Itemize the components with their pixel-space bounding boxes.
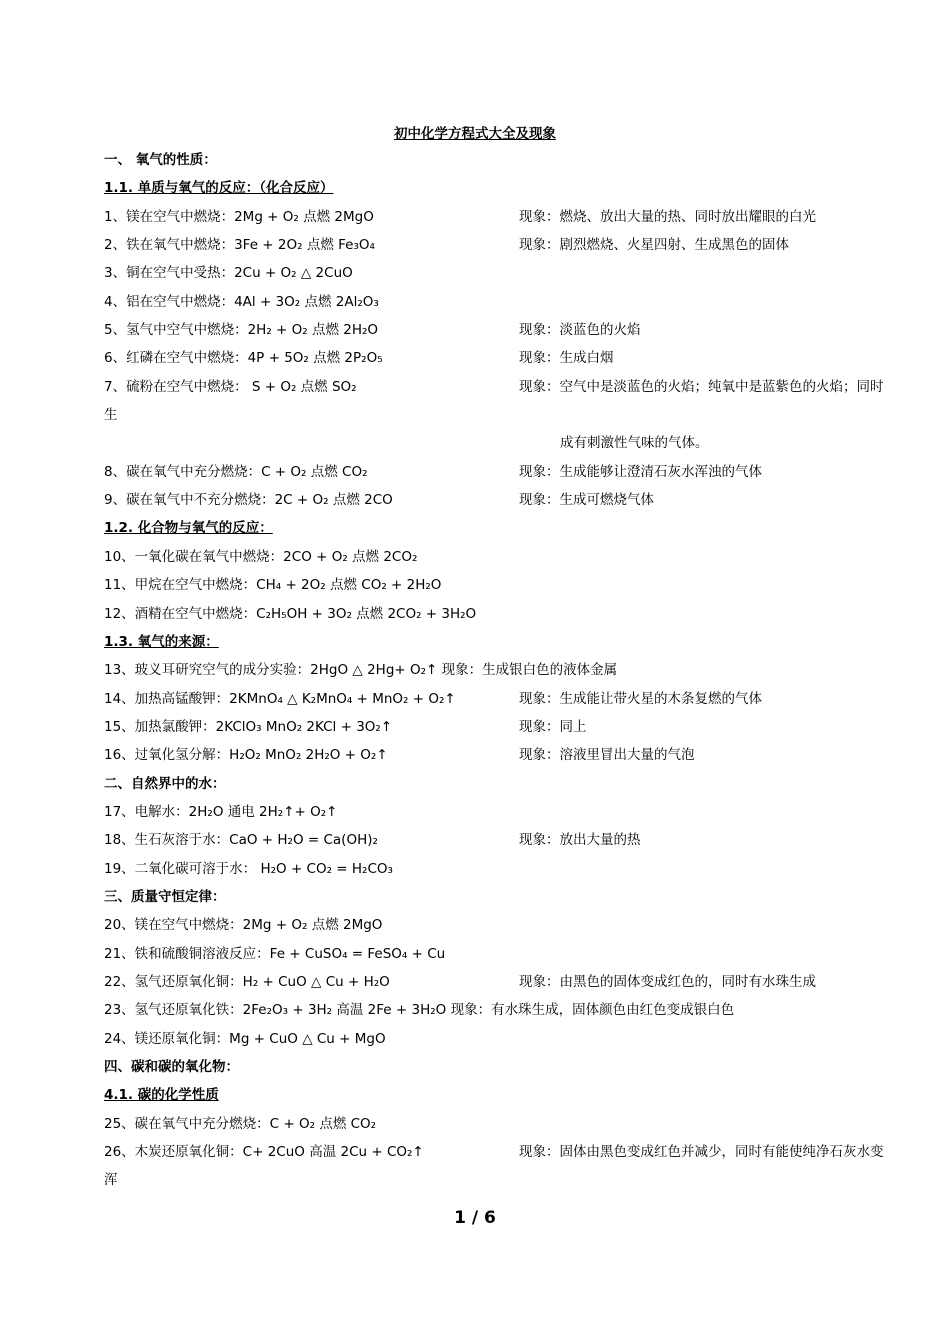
- equation-text: 22、氢气还原氧化铜：H₂ + CuO △ Cu + H₂O: [104, 973, 390, 990]
- equation-text: 21、铁和硫酸铜溶液反应：Fe + CuSO₄ = FeSO₄ + Cu: [104, 945, 446, 962]
- equation-text: 25、碳在氧气中充分燃烧：C + O₂ 点燃 CO₂: [104, 1115, 377, 1132]
- equation-line: [104, 401, 904, 429]
- page-number: 1 / 6: [454, 1208, 496, 1228]
- equation-text: 18、生石灰溶于水：CaO + H₂O = Ca(OH)₂: [104, 832, 378, 849]
- section-heading-text: 1.1. 单质与氧气的反应：（化合反应）: [104, 180, 334, 197]
- equation-line: [104, 798, 904, 826]
- equation-line: [104, 571, 904, 599]
- equation-text: 23、氢气还原氧化铁：2Fe₂O₃ + 3H₂ 高温 2Fe + 3H₂O 现象：有水珠生成，固体颜色由红色变成银白色: [104, 1002, 735, 1019]
- equation-text: 12、酒精在空气中燃烧：C₂H₅OH + 3O₂ 点燃 2CO₂ + 3H₂O: [104, 605, 477, 622]
- section-heading-text: 三、质量守恒定律：: [104, 888, 226, 905]
- equation-text: 20、镁在空气中燃烧：2Mg + O₂ 点燃 2MgO: [104, 917, 383, 934]
- equation-line: [104, 1025, 904, 1053]
- section-heading: [104, 146, 904, 174]
- equation-text: 2、铁在氧气中燃烧：3Fe + 2O₂ 点燃 Fe₃O₄: [104, 237, 375, 254]
- phenomenon-text: 现象：生成白烟: [519, 350, 614, 367]
- phenomenon-text: 现象：由黑色的固体变成红色的，同时有水珠生成: [519, 973, 816, 990]
- equation-text: 1、镁在空气中燃烧：2Mg + O₂ 点燃 2MgO: [104, 208, 374, 225]
- equation-line: [104, 373, 904, 401]
- section-heading: [104, 514, 904, 542]
- section-heading: [104, 770, 904, 798]
- section-heading: [104, 174, 904, 202]
- equation-line: [104, 486, 904, 514]
- section-heading: [104, 883, 904, 911]
- phenomenon-text: 现象：固体由黑色变成红色并减少，同时有能使纯净石灰水变: [519, 1144, 884, 1161]
- equation-line: [104, 543, 904, 571]
- section-heading-text: 4.1. 碳的化学性质: [104, 1087, 219, 1104]
- equation-line: [104, 911, 904, 939]
- phenomenon-text: 现象：放出大量的热: [519, 832, 641, 849]
- section-heading-text: 二、自然界中的水：: [104, 775, 226, 792]
- equation-line: [104, 968, 904, 996]
- phenomenon-text: 现象：溶液里冒出大量的气泡: [519, 747, 695, 764]
- equation-text: 浑: [104, 1172, 118, 1189]
- equation-text: 13、玻义耳研究空气的成分实验：2HgO △ 2Hg+ O₂↑ 现象：生成银白色的液体金属: [104, 662, 618, 679]
- equation-line: [104, 940, 904, 968]
- document-title: 初中化学方程式大全及现象: [394, 126, 556, 142]
- equation-line: [104, 1138, 904, 1166]
- equation-line: [104, 1110, 904, 1138]
- equation-text: 11、甲烷在空气中燃烧：CH₄ + 2O₂ 点燃 CO₂ + 2H₂O: [104, 577, 442, 594]
- phenomenon-continuation: 成有刺激性气味的气体。: [560, 435, 709, 452]
- equation-line: [104, 600, 904, 628]
- equation-line: [104, 231, 904, 259]
- section-heading-text: 1.3. 氧气的来源：: [104, 633, 219, 650]
- section-heading-text: 一、 氧气的性质：: [104, 152, 217, 168]
- equation-line: [104, 458, 904, 486]
- phenomenon-text: 现象：燃烧、放出大量的热、同时放出耀眼的白光: [519, 208, 816, 225]
- equation-line: [104, 685, 904, 713]
- equation-line: [104, 713, 904, 741]
- equation-text: 17、电解水：2H₂O 通电 2H₂↑+ O₂↑: [104, 803, 338, 820]
- equation-line: [104, 316, 904, 344]
- equation-line: [104, 288, 904, 316]
- section-heading-text: 1.2. 化合物与氧气的反应：: [104, 520, 273, 537]
- equation-line: [104, 1166, 904, 1194]
- equation-line: [104, 344, 904, 372]
- equation-text: 24、镁还原氧化铜：Mg + CuO △ Cu + MgO: [104, 1030, 386, 1047]
- equation-text: 6、红磷在空气中燃烧：4P + 5O₂ 点燃 2P₂O₅: [104, 350, 383, 367]
- document-body: [104, 146, 904, 1195]
- equation-text: 26、木炭还原氧化铜：C+ 2CuO 高温 2Cu + CO₂↑: [104, 1144, 424, 1161]
- equation-line: [104, 826, 904, 854]
- equation-line: [104, 656, 904, 684]
- section-heading-text: 四、碳和碳的氧化物：: [104, 1059, 239, 1075]
- phenomenon-text: 现象：剧烈燃烧、火星四射、生成黑色的固体: [519, 237, 789, 254]
- equation-text: 9、碳在氧气中不充分燃烧：2C + O₂ 点燃 2CO: [104, 492, 393, 509]
- section-heading: [104, 1081, 904, 1109]
- equation-text: 5、氢气中空气中燃烧：2H₂ + O₂ 点燃 2H₂O: [104, 322, 379, 339]
- phenomenon-text: 现象：淡蓝色的火焰: [519, 322, 641, 339]
- equation-line: [104, 855, 904, 883]
- equation-text: 19、二氧化碳可溶于水： H₂O + CO₂ = H₂CO₃: [104, 860, 393, 877]
- phenomenon-text: 现象：生成能够让澄清石灰水浑浊的气体: [519, 463, 762, 480]
- equation-text: 14、加热高锰酸钾：2KMnO₄ △ K₂MnO₄ + MnO₂ + O₂↑: [104, 690, 456, 707]
- equation-text: 7、硫粉在空气中燃烧： S + O₂ 点燃 SO₂: [104, 378, 357, 395]
- phenomenon-text: 现象：生成能让带火星的木条复燃的气体: [519, 690, 762, 707]
- equation-text: 10、一氧化碳在氧气中燃烧：2CO + O₂ 点燃 2CO₂: [104, 548, 418, 565]
- section-heading: [104, 628, 904, 656]
- equation-line: [104, 259, 904, 287]
- equation-text: 3、铜在空气中受热：2Cu + O₂ △ 2CuO: [104, 265, 353, 282]
- phenomenon-text: 现象：空气中是淡蓝色的火焰；纯氧中是蓝紫色的火焰；同时: [519, 378, 884, 395]
- equation-text: 16、过氧化氢分解：H₂O₂ MnO₂ 2H₂O + O₂↑: [104, 747, 388, 764]
- equation-text: 4、铝在空气中燃烧：4Al + 3O₂ 点燃 2Al₂O₃: [104, 293, 379, 310]
- equation-text: 生: [104, 407, 118, 424]
- phenomenon-text: 现象：生成可燃烧气体: [519, 492, 654, 509]
- equation-text: 15、加热氯酸钾：2KClO₃ MnO₂ 2KCl + 3O₂↑: [104, 718, 393, 735]
- equation-line: [104, 996, 904, 1024]
- phenomenon-text: 现象：同上: [519, 718, 587, 735]
- equation-line: [104, 741, 904, 769]
- continuation-line: [104, 429, 904, 457]
- equation-line: [104, 203, 904, 231]
- section-heading: [104, 1053, 904, 1081]
- equation-text: 8、碳在氧气中充分燃烧：C + O₂ 点燃 CO₂: [104, 463, 368, 480]
